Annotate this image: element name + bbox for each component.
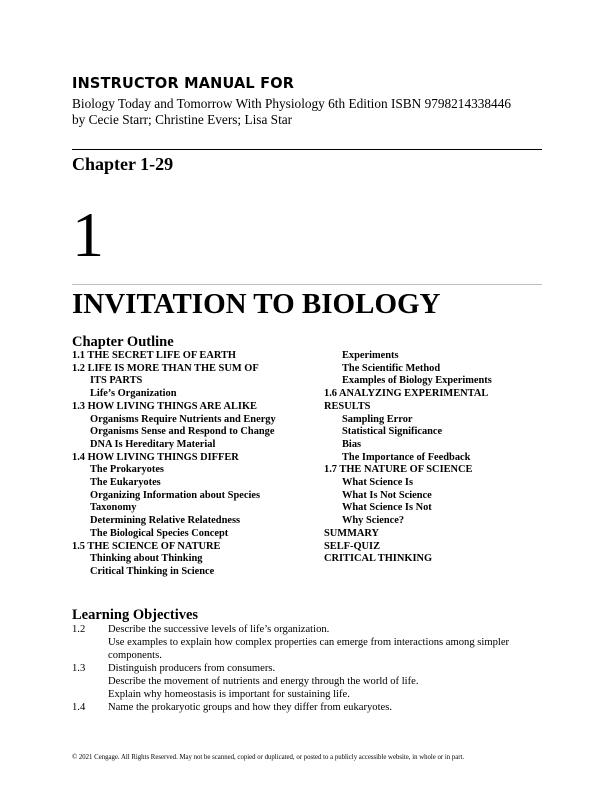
authors-line: by Cecie Starr; Christine Evers; Lisa Star [72, 112, 293, 127]
outline-item: Life’s Organization [90, 388, 177, 400]
outline-item: Thinking about Thinking [90, 553, 203, 565]
objective-item [72, 675, 552, 688]
outline-item: Statistical Significance [342, 426, 443, 438]
learning-objectives-list [72, 623, 552, 714]
outline-item: Bias [342, 438, 362, 450]
book-title-line: Biology Today and Tomorrow With Physiology 6th Edition ISBN 9798214338446 [72, 96, 511, 111]
chapter-range: Chapter 1-29 [72, 154, 174, 174]
chapter-rule [72, 284, 542, 285]
objective-number: 1.4 [72, 702, 86, 713]
objective-item [72, 623, 552, 636]
outline-item: Organisms Require Nutrients and Energy [90, 413, 276, 425]
objective-text: Describe the movement of nutrients and energy through the world of life. [108, 676, 419, 687]
objective-item [72, 662, 552, 675]
outline-item: The Importance of Feedback [342, 451, 471, 463]
objective-text: Name the prokaryotic groups and how they differ from eukaryotes. [108, 702, 392, 713]
outline-item: What Science Is [342, 477, 413, 489]
outline-item: Examples of Biology Experiments [342, 375, 492, 387]
outline-item: 1.3 HOW LIVING THINGS ARE ALIKE [72, 400, 257, 412]
outline-item: The Biological Species Concept [90, 527, 229, 539]
outline-item: Taxonomy [90, 502, 137, 514]
objective-number [72, 675, 108, 688]
outline-item: Organizing Information about Species [90, 489, 261, 501]
outline-item: Determining Relative Relatedness [90, 515, 241, 527]
outline-item: The Prokaryotes [90, 464, 164, 476]
outline-item: ITS PARTS [90, 375, 143, 387]
outline-left-column [72, 350, 322, 579]
outline-heading: Chapter Outline [72, 334, 174, 350]
objective-number: 1.2 [72, 624, 86, 635]
objective-text: Explain why homeostasis is important for sustaining life. [108, 689, 350, 700]
outline-right-column [324, 350, 554, 566]
outline-item: What Is Not Science [342, 489, 432, 501]
header-rule [72, 149, 542, 150]
copyright-footer: © 2021 Cengage. All Rights Reserved. May not be scanned, copied or duplicated, or posted to a publicly accessible website, in whole or in part. [72, 754, 465, 761]
outline-item: Critical Thinking in Science [90, 565, 215, 577]
outline-item: The Eukaryotes [90, 477, 161, 489]
outline-item: RESULTS [324, 400, 371, 412]
outline-item: 1.4 HOW LIVING THINGS DIFFER [72, 451, 239, 463]
learning-objectives-heading: Learning Objectives [72, 607, 199, 623]
objective-number [72, 688, 108, 701]
outline-item: Sampling Error [342, 413, 413, 425]
outline-item: The Scientific Method [342, 362, 441, 374]
objective-item [72, 688, 552, 701]
objective-item [72, 701, 552, 714]
outline-item: 1.5 THE SCIENCE OF NATURE [72, 540, 221, 552]
objective-number [72, 636, 108, 662]
objective-text: Use examples to explain how complex properties can emerge from interactions among simpler components. [108, 637, 510, 661]
outline-item: SUMMARY [324, 527, 380, 539]
outline-item: 1.1 THE SECRET LIFE OF EARTH [72, 350, 237, 361]
outline-item: DNA Is Hereditary Material [90, 438, 216, 450]
outline-item: CRITICAL THINKING [324, 553, 433, 565]
chapter-title: INVITATION TO BIOLOGY [72, 288, 441, 320]
objective-text: Distinguish producers from consumers. [108, 663, 276, 674]
outline-item: Organisms Sense and Respond to Change [90, 426, 275, 438]
outline-item: SELF-QUIZ [324, 540, 381, 552]
outline-item: 1.6 ANALYZING EXPERIMENTAL [324, 388, 489, 400]
chapter-number: 1 [72, 199, 104, 270]
objective-number: 1.3 [72, 663, 86, 674]
manual-title: INSTRUCTOR MANUAL FOR [72, 75, 295, 93]
outline-item: Why Science? [342, 515, 405, 527]
outline-item: Experiments [342, 350, 399, 361]
objective-text: Describe the successive levels of life’s organization. [108, 624, 330, 635]
outline-item: 1.7 THE NATURE OF SCIENCE [324, 464, 473, 476]
outline-item: What Science Is Not [342, 502, 432, 514]
objective-item [72, 636, 552, 662]
outline-item: 1.2 LIFE IS MORE THAN THE SUM OF [72, 362, 259, 374]
